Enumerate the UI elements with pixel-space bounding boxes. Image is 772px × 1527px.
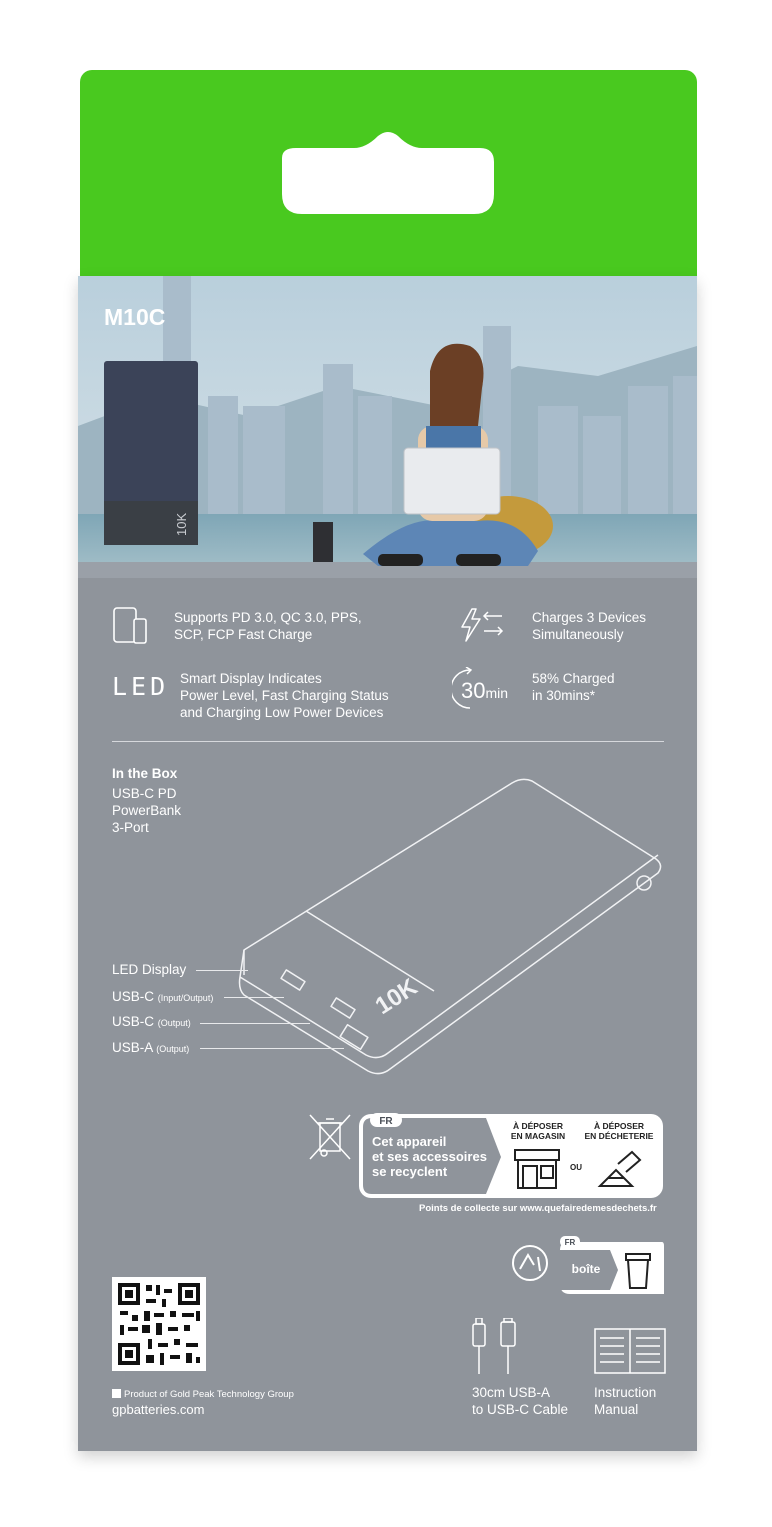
led-icon: LED bbox=[112, 672, 170, 701]
port-leader-line bbox=[200, 1023, 310, 1024]
multi-charge-icon bbox=[458, 607, 506, 643]
in-box-title: In the Box bbox=[112, 766, 178, 781]
port-label-usba: USB-A (Output) bbox=[112, 1040, 190, 1055]
feature-fast-charge-text: Supports PD 3.0, QC 3.0, PPS, SCP, FCP Fast Charge bbox=[174, 610, 362, 642]
weee-crossed-bin-icon bbox=[308, 1113, 352, 1163]
qr-code bbox=[112, 1277, 206, 1371]
in-box-item: PowerBank bbox=[112, 803, 182, 818]
cable-label: 30cm USB-A to USB-C Cable bbox=[472, 1385, 569, 1417]
recycling-option-center: À DÉPOSER EN DÉCHETERIE bbox=[584, 1121, 654, 1141]
recycling-url-text: Points de collecte sur www.quefairedemesdechets.fr bbox=[419, 1203, 657, 1214]
thumbnail-10k-text: 10K bbox=[174, 512, 189, 536]
port-leader-line bbox=[196, 970, 248, 971]
port-leader-line bbox=[224, 997, 284, 998]
timer-value: 30min bbox=[461, 678, 509, 703]
feature-smart-display-text: Smart Display Indicates Power Level, Fast Charging Status and Charging Low Power Devices bbox=[180, 671, 389, 720]
hang-hole bbox=[262, 128, 514, 214]
port-label-usbc-1: USB-C (Input/Output) bbox=[112, 989, 214, 1004]
corp-text: Product of Gold Peak Technology Group bbox=[124, 1389, 294, 1400]
recycling-country-badge: FR bbox=[379, 1116, 393, 1127]
manual-label: Instruction Manual bbox=[594, 1385, 657, 1417]
drawing-10k-text: 10K bbox=[370, 973, 423, 1021]
triman-icon bbox=[510, 1243, 550, 1283]
drop-off-icon bbox=[596, 1146, 644, 1192]
powerbank-line-drawing bbox=[230, 775, 670, 1085]
manual-icon bbox=[594, 1328, 666, 1374]
cable-icon bbox=[470, 1318, 520, 1376]
model-name: M10C bbox=[104, 304, 166, 330]
in-box-item: USB-C PD bbox=[112, 786, 177, 801]
recycling-or-text: OU bbox=[570, 1163, 582, 1172]
gp-group-logo-icon bbox=[112, 1389, 121, 1398]
feature-three-devices-text: Charges 3 Devices Simultaneously bbox=[532, 610, 647, 642]
boite-label: boîte bbox=[571, 1262, 601, 1276]
port-label-led: LED Display bbox=[112, 962, 187, 977]
powerbank-thumbnail bbox=[104, 361, 198, 545]
in-box-item: 3-Port bbox=[112, 820, 149, 835]
shop-icon bbox=[513, 1146, 561, 1192]
port-label-usbc-2: USB-C (Output) bbox=[112, 1014, 191, 1029]
port-leader-line bbox=[200, 1048, 344, 1049]
website-text: gpbatteries.com bbox=[112, 1402, 205, 1417]
recycling-option-store: À DÉPOSER EN MAGASIN bbox=[510, 1121, 566, 1141]
feature-charge-speed-text: 58% Charged in 30mins* bbox=[532, 671, 615, 703]
recycling-message: Cet appareil et ses accessoires se recyclent bbox=[372, 1134, 487, 1179]
boite-sorting-box bbox=[556, 1236, 666, 1298]
section-divider bbox=[112, 741, 664, 742]
triman-country-badge: FR bbox=[564, 1238, 576, 1247]
device-icon bbox=[112, 607, 148, 645]
